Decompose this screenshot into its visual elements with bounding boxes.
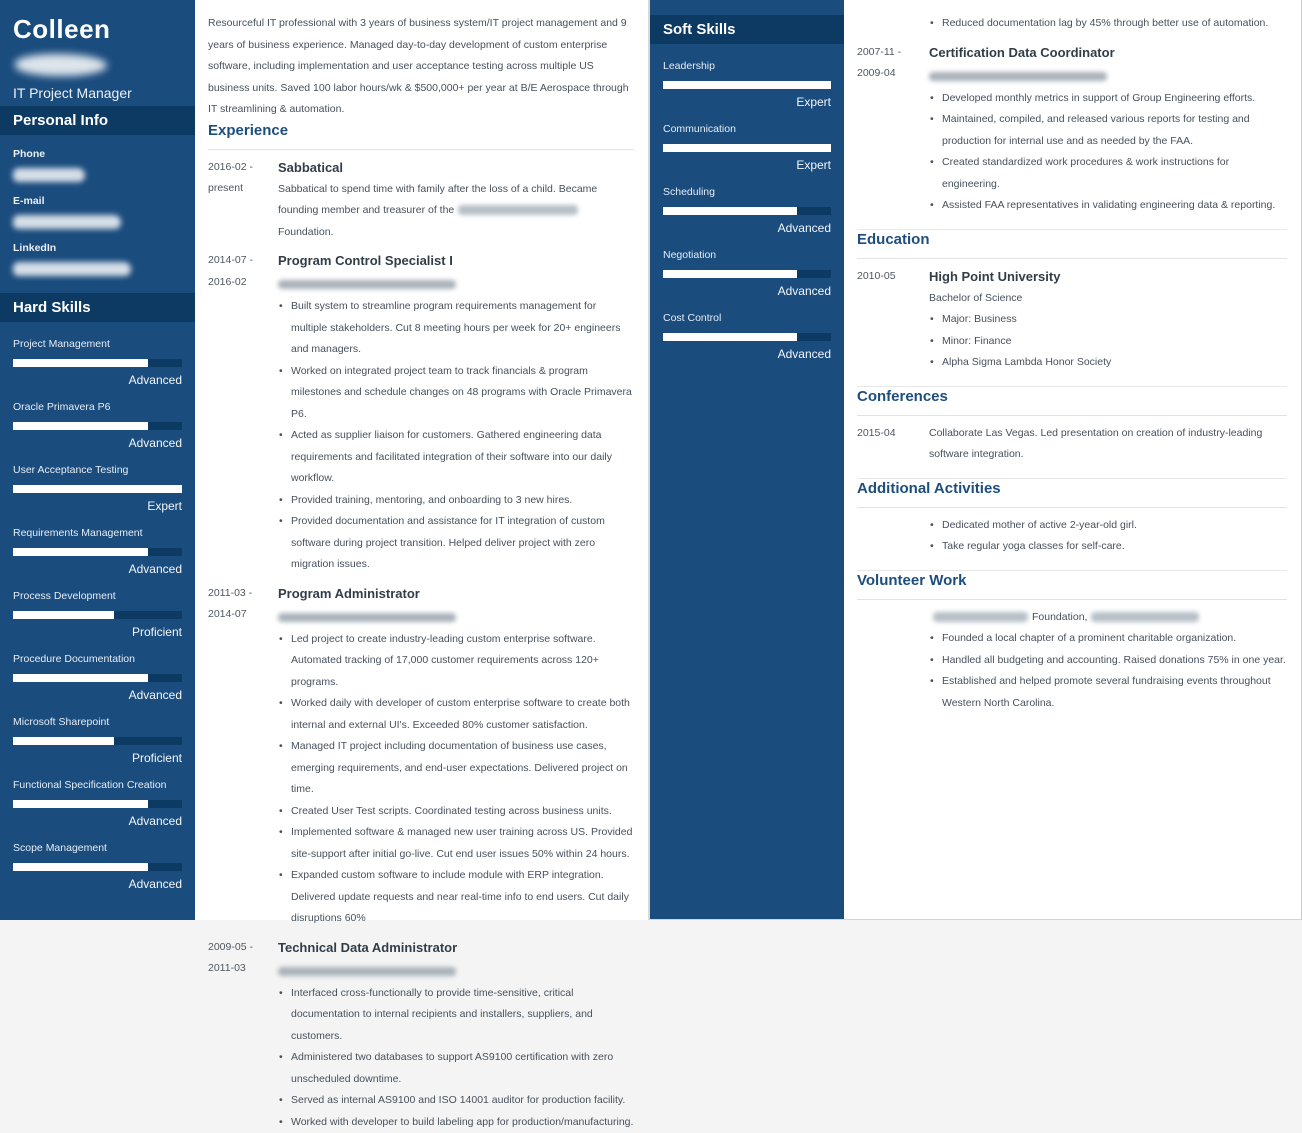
skill-level: Expert <box>13 499 182 514</box>
education-heading: Education <box>857 230 1287 250</box>
description-text: Foundation. <box>278 226 333 238</box>
entry-body <box>278 937 634 1133</box>
hard-skill <box>13 842 182 892</box>
hard-skill <box>13 338 182 388</box>
bullet-item: • Provided training, mentoring, and onboarding to 3 new hires. <box>278 490 634 512</box>
degree: Bachelor of Science <box>929 288 1287 310</box>
bullet-item: • Served as internal AS9100 and ISO 14001 auditor for production facility. <box>278 1090 634 1112</box>
bullet-item: • Handled all budgeting and accounting. Raised donations 75% in one year. <box>929 650 1287 672</box>
personal-info-fields <box>0 135 195 293</box>
skill-level: Expert <box>663 95 831 110</box>
field-email <box>13 195 182 229</box>
experience-entry-program-control-specialist <box>208 250 634 576</box>
date-start: 2009-05 - <box>208 937 278 959</box>
skill-bar-fill <box>663 207 797 215</box>
date-start: 2007-11 - <box>857 42 929 64</box>
experience-entry-program-administrator <box>208 583 634 930</box>
entry-body <box>929 607 1287 715</box>
bullet-item: • Created User Test scripts. Coordinated testing across business units. <box>278 801 634 823</box>
bullet-item: • Major: Business <box>929 309 1287 331</box>
entry-dates-empty <box>857 13 929 35</box>
skill-name: Oracle Primavera P6 <box>13 401 182 414</box>
redacted-company-name <box>278 280 456 289</box>
skill-bar <box>663 144 831 152</box>
job-title: IT Project Manager <box>13 84 182 102</box>
bullet-item: • Led project to create industry-leading custom enterprise software. Automated tracking of 17,000 customer requirements across 120+ programs. <box>278 629 634 694</box>
bullet-item: • Assisted FAA representatives in validating engineering data & reporting. <box>929 195 1287 217</box>
page1-content <box>195 0 648 920</box>
hard-skill <box>13 653 182 703</box>
skill-level: Advanced <box>663 221 831 236</box>
entry-dates-empty <box>857 515 929 558</box>
skill-level: Proficient <box>13 751 182 766</box>
field-linkedin <box>13 242 182 276</box>
identity-block <box>0 0 195 106</box>
entry-body <box>278 583 634 930</box>
soft-skills-heading: Soft Skills <box>650 15 844 44</box>
skill-level: Advanced <box>663 347 831 362</box>
divider <box>857 258 1287 259</box>
entry-dates <box>208 583 278 930</box>
soft-skill <box>663 312 831 362</box>
hard-skills-heading: Hard Skills <box>0 293 195 322</box>
hard-skill <box>13 590 182 640</box>
soft-skill <box>663 60 831 110</box>
bullet-item: • Worked on integrated project team to track financials & program milestones and schedule changes on 48 programs with Oracle Primavera P6. <box>278 361 634 426</box>
skill-bar-fill <box>663 144 831 152</box>
hard-skill <box>13 401 182 451</box>
additional-activities-entry <box>857 515 1287 558</box>
volunteer-work-entry <box>857 607 1287 715</box>
skill-bar-fill <box>663 270 797 278</box>
hard-skill <box>13 464 182 514</box>
bullet-item: • Alpha Sigma Lambda Honor Society <box>929 352 1287 374</box>
conference-description: Collaborate Las Vegas. Led presentation on creation of industry-leading software integration. <box>929 423 1287 466</box>
bullet-item: • Established and helped promote several fundraising events throughout Western North Carolina. <box>929 671 1287 714</box>
experience-continuation <box>857 13 1287 35</box>
bullet-item: • Implemented software & managed new user training across US. Provided site-support after initial go-live. Cut end user issues 50% within 24 hours. <box>278 822 634 865</box>
resume-page-1 <box>0 0 650 920</box>
skill-level: Advanced <box>663 284 831 299</box>
bullet-item: • Maintained, compiled, and released various reports for testing and production for internal use and as needed by the FAA. <box>929 109 1287 152</box>
bullet-item: • Provided documentation and assistance for IT integration of custom software during project transition. Helped deliver project with zero migration issues. <box>278 511 634 576</box>
skill-bar <box>13 548 182 556</box>
school-name: High Point University <box>929 266 1287 288</box>
bullet-item: • Administered two databases to support AS9100 certification with zero unscheduled downtime. <box>278 1047 634 1090</box>
date-end: 2014-07 <box>208 604 278 626</box>
field-phone-redacted-value <box>13 168 85 182</box>
bullet-item: • Created standardized work procedures & work instructions for engineering. <box>929 152 1287 195</box>
entry-body <box>929 266 1287 374</box>
entry-title: Program Administrator <box>278 583 634 605</box>
divider <box>857 599 1287 600</box>
bullet-item: • Minor: Finance <box>929 331 1287 353</box>
field-linkedin-label: LinkedIn <box>13 242 182 254</box>
experience-entry-sabbatical <box>208 157 634 244</box>
entry-body <box>929 42 1287 217</box>
entry-dates <box>857 423 929 466</box>
skill-bar-fill <box>13 485 182 493</box>
redacted-company-name <box>929 72 1107 81</box>
soft-skills-sidebar <box>650 0 844 919</box>
hard-skill <box>13 716 182 766</box>
conference-entry <box>857 423 1287 466</box>
skill-level: Expert <box>663 158 831 173</box>
skill-level: Advanced <box>13 877 182 892</box>
skill-bar <box>13 485 182 493</box>
date-end: present <box>208 178 278 200</box>
skill-level: Advanced <box>13 373 182 388</box>
org-line-text: Foundation, <box>1032 611 1087 623</box>
skill-bar <box>13 422 182 430</box>
page2-content <box>844 0 1301 919</box>
entry-title: Program Control Specialist I <box>278 250 634 272</box>
conferences-heading: Conferences <box>857 387 1287 407</box>
date: 2015-04 <box>857 423 929 445</box>
skill-name: Cost Control <box>663 312 831 325</box>
personal-info-heading: Personal Info <box>0 106 195 135</box>
entry-bullets <box>278 296 634 576</box>
date-end: 2011-03 <box>208 958 278 980</box>
experience-entry-certification-data-coordinator <box>857 42 1287 217</box>
volunteer-bullets <box>929 628 1287 714</box>
bullet-item: • Reduced documentation lag by 45% through better use of automation. <box>929 13 1287 35</box>
description-text: Sabbatical to spend time with family after the loss of a child. Became founding member and treasurer of the <box>278 183 597 217</box>
skill-name: Process Development <box>13 590 182 603</box>
date: 2010-05 <box>857 266 929 288</box>
redacted-foundation-name <box>458 205 578 215</box>
soft-skill <box>663 249 831 299</box>
first-name: Colleen <box>13 14 182 44</box>
hard-skill <box>13 527 182 577</box>
skill-name: Leadership <box>663 60 831 73</box>
skill-name: Microsoft Sharepoint <box>13 716 182 729</box>
field-phone-label: Phone <box>13 148 182 160</box>
entry-dates <box>857 42 929 217</box>
experience-entry-technical-data-administrator <box>208 937 634 1133</box>
bullet-item: • Managed IT project including documentation of business use cases, emerging requirements, and end-user expectations. Delivered project on time. <box>278 736 634 801</box>
redacted-org-name <box>933 612 1028 622</box>
entry-title: Certification Data Coordinator <box>929 42 1287 64</box>
skill-level: Proficient <box>13 625 182 640</box>
entry-bullets <box>278 629 634 930</box>
skill-bar <box>663 270 831 278</box>
skill-bar-fill <box>13 359 148 367</box>
hard-skill <box>13 779 182 829</box>
resume-page-2 <box>650 0 1302 920</box>
entry-dates <box>208 937 278 1133</box>
entry-dates <box>208 157 278 244</box>
education-bullets <box>929 309 1287 374</box>
skill-level: Advanced <box>13 436 182 451</box>
field-email-label: E-mail <box>13 195 182 207</box>
entry-body <box>929 423 1287 466</box>
date-start: 2016-02 - <box>208 157 278 179</box>
skill-name: User Acceptance Testing <box>13 464 182 477</box>
divider <box>857 415 1287 416</box>
skill-bar-fill <box>13 863 148 871</box>
skill-bar-fill <box>13 548 148 556</box>
skill-bar <box>13 800 182 808</box>
skill-name: Project Management <box>13 338 182 351</box>
skill-name: Negotiation <box>663 249 831 262</box>
skill-name: Requirements Management <box>13 527 182 540</box>
bullet-item: • Worked with developer to build labeling app for production/manufacturing. <box>278 1112 634 1133</box>
date-start: 2014-07 - <box>208 250 278 272</box>
field-phone <box>13 148 182 182</box>
skill-level: Advanced <box>13 814 182 829</box>
skill-level: Advanced <box>13 562 182 577</box>
soft-skills-list <box>650 44 844 362</box>
skill-bar <box>13 674 182 682</box>
skill-bar-fill <box>13 422 148 430</box>
left-sidebar <box>0 0 195 920</box>
skill-bar <box>13 611 182 619</box>
divider <box>208 149 634 150</box>
skill-bar-fill <box>13 674 148 682</box>
entry-body <box>929 13 1287 35</box>
entry-bullets <box>278 983 634 1133</box>
date-end: 2016-02 <box>208 272 278 294</box>
redacted-company-name <box>278 967 456 976</box>
entry-title: Technical Data Administrator <box>278 937 634 959</box>
bullet-item: • Founded a local chapter of a prominent charitable organization. <box>929 628 1287 650</box>
last-name-redacted-blob <box>15 54 107 76</box>
entry-body <box>929 515 1287 558</box>
entry-title: Sabbatical <box>278 157 634 179</box>
skill-bar <box>663 333 831 341</box>
skill-bar <box>13 863 182 871</box>
entry-body <box>278 157 634 244</box>
skill-bar <box>663 81 831 89</box>
bullet-item: • Built system to streamline program requirements management for multiple stakeholders. Cut 8 meeting hours per week for 20+ engineers and managers. <box>278 296 634 361</box>
skill-bar <box>663 207 831 215</box>
field-linkedin-redacted-value <box>13 262 131 276</box>
entry-dates-empty <box>857 607 929 715</box>
skill-name: Scope Management <box>13 842 182 855</box>
soft-skill <box>663 123 831 173</box>
redacted-company-name <box>278 613 456 622</box>
entry-description <box>278 179 634 244</box>
redacted-location <box>1091 612 1199 622</box>
volunteer-work-heading: Volunteer Work <box>857 571 1287 591</box>
skill-bar-fill <box>663 333 797 341</box>
skill-bar-fill <box>663 81 831 89</box>
volunteer-org-line <box>929 607 1287 629</box>
entry-dates <box>208 250 278 576</box>
skill-bar-fill <box>13 800 148 808</box>
date-start: 2011-03 - <box>208 583 278 605</box>
additional-activities-heading: Additional Activities <box>857 479 1287 499</box>
skill-bar-fill <box>13 737 114 745</box>
bullet-item: • Expanded custom software to include module with ERP integration. Delivered update requests and near real-time info to end users. Cut daily disruptions 60% <box>278 865 634 930</box>
soft-skill <box>663 186 831 236</box>
divider <box>857 507 1287 508</box>
date-end: 2009-04 <box>857 63 929 85</box>
skill-name: Functional Specification Creation <box>13 779 182 792</box>
field-email-redacted-value <box>13 215 121 229</box>
skill-bar <box>13 359 182 367</box>
bullet-item: • Acted as supplier liaison for customers. Gathered engineering data requirements and facilitated integration of their software into our daily workflow. <box>278 425 634 490</box>
entry-bullets <box>929 88 1287 217</box>
entry-body <box>278 250 634 576</box>
skill-name: Procedure Documentation <box>13 653 182 666</box>
bullet-item: • Developed monthly metrics in support of Group Engineering efforts. <box>929 88 1287 110</box>
professional-summary: Resourceful IT professional with 3 years of business system/IT project management and 9 years of business experience. Managed day-to-day development of custom enterprise software, including implementation and user acceptance testing across multiple US business units. Saved 100 labor hours/wk & $500,000+ per year at B/E Aerospace through IT streamlining & automation. <box>208 13 634 121</box>
entry-bullets <box>929 13 1287 35</box>
bullet-item: • Interfaced cross-functionally to provide time-sensitive, critical documentation to internal recipients and installers, suppliers, and customers. <box>278 983 634 1048</box>
skill-level: Advanced <box>13 688 182 703</box>
skill-bar <box>13 737 182 745</box>
education-entry <box>857 266 1287 374</box>
hard-skills-list <box>0 322 195 892</box>
bullet-item: • Dedicated mother of active 2-year-old girl. <box>929 515 1287 537</box>
bullet-item: • Take regular yoga classes for self-care. <box>929 536 1287 558</box>
skill-bar-fill <box>13 611 114 619</box>
experience-heading: Experience <box>208 121 634 141</box>
skill-name: Communication <box>663 123 831 136</box>
additional-activities-bullets <box>929 515 1287 558</box>
entry-dates <box>857 266 929 374</box>
skill-name: Scheduling <box>663 186 831 199</box>
bullet-item: • Worked daily with developer of custom enterprise software to create both internal and external UI's. Exceeded 80% customer satisfaction. <box>278 693 634 736</box>
